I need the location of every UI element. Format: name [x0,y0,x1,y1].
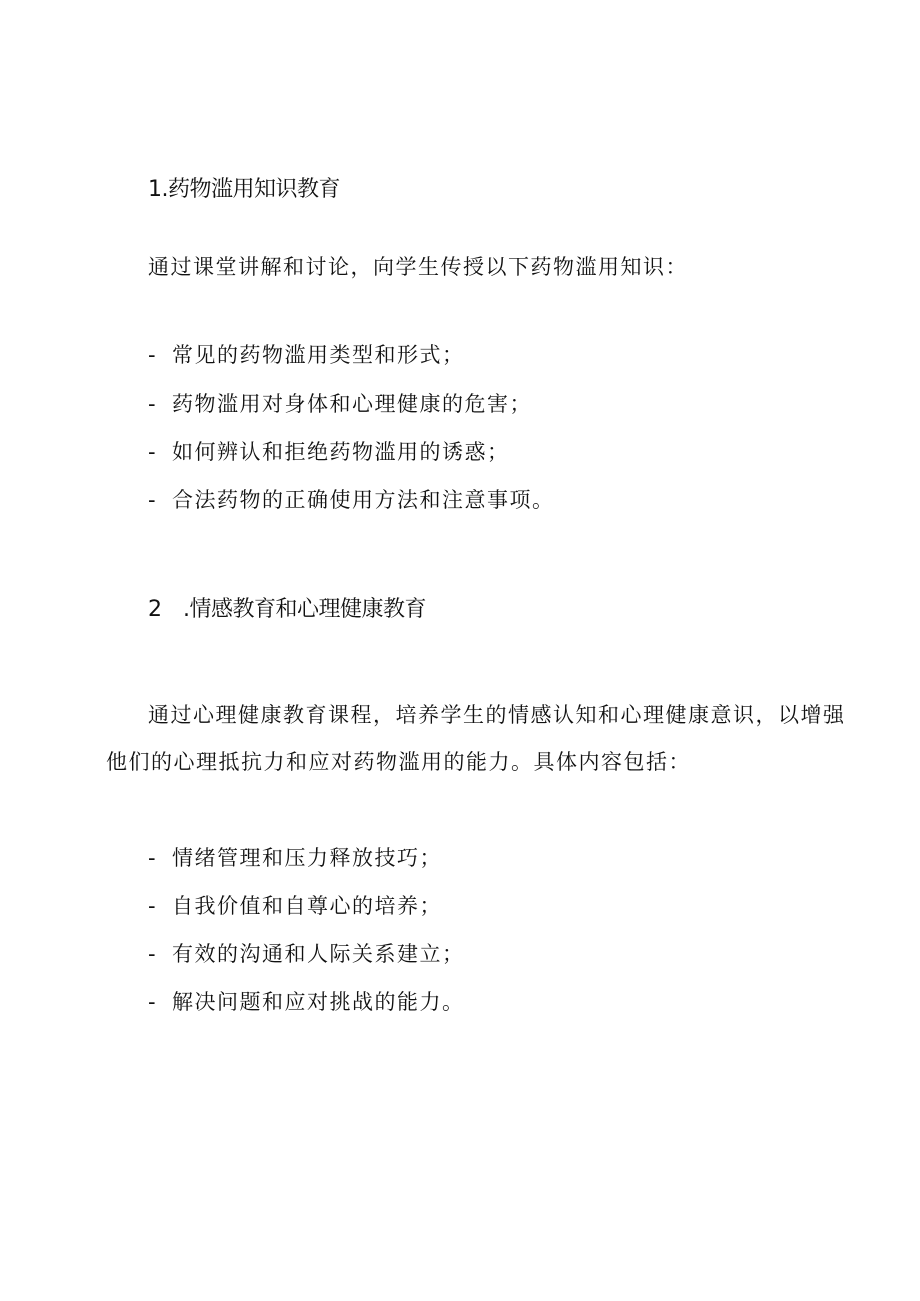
list-item [148,944,465,965]
section-2-intro-line-2: 他们的心理抵抗力和应对药物滥用的能力。具体内容包括： [106,750,691,774]
list-item-text: 情绪管理和压力释放技巧； [172,846,442,870]
list-item [148,992,465,1013]
bullet-marker: - [148,894,158,918]
section-1-heading: 1.药物滥用知识教育 [148,177,340,202]
list-item-text: 解决问题和应对挑战的能力。 [172,990,465,1014]
bullet-marker: - [148,440,158,464]
bullet-marker: - [148,392,158,416]
bullet-marker: - [148,846,158,870]
bullet-marker: - [148,990,158,1014]
list-item [148,490,555,511]
bullet-marker: - [148,343,158,367]
section-1-intro: 通过课堂讲解和讨论，向学生传授以下药物滥用知识： [148,255,688,279]
list-item-text: 如何辨认和拒绝药物滥用的诱惑； [172,440,510,464]
list-item-text: 常见的药物滥用类型和形式； [172,343,465,367]
list-item [148,345,465,366]
list-item-text: 自我价值和自尊心的培养； [172,894,442,918]
list-item [148,394,532,415]
list-item [148,896,442,917]
bullet-marker: - [148,488,158,512]
section-2-heading: 2 .情感教育和心理健康教育 [148,597,426,622]
list-item-text: 有效的沟通和人际关系建立； [172,942,465,966]
section-2-intro-line-1: 通过心理健康教育课程，培养学生的情感认知和心理健康意识，以增强 [148,703,846,727]
list-item [148,442,510,463]
list-item-text: 合法药物的正确使用方法和注意事项。 [172,488,555,512]
list-item-text: 药物滥用对身体和心理健康的危害； [172,392,532,416]
bullet-marker: - [148,942,158,966]
list-item [148,848,442,869]
